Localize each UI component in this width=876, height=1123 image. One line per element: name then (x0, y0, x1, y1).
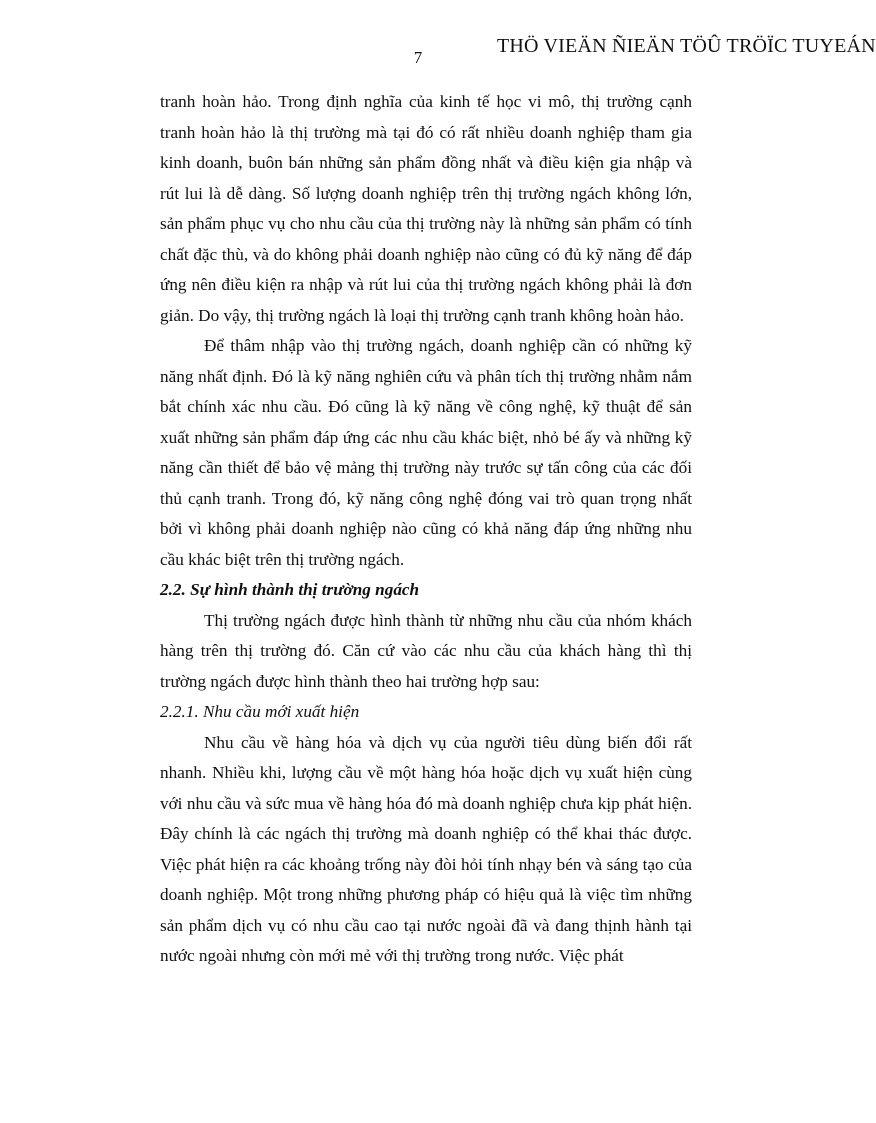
section-heading-2-2: 2.2. Sự hình thành thị trường ngách (160, 580, 420, 599)
paragraph-continuation: tranh hoàn hảo. Trong định nghĩa của kinh tế học vi mô, thị trường cạnh tranh hoàn hảo là thị trường mà tại đó có rất nhiều doanh nghiệp tham gia kinh doanh, buôn bán những sản phẩm đồng nhất và điều kiện gia nhập và rút lui là dễ dàng. Số lượng doanh nghiệp trên thị trường ngách không lớn, sản phẩm phục vụ cho nhu cầu của thị trường này là những sản phẩm có tính chất đặc thù, và do không phải doanh nghiệp nào cũng có đủ kỹ năng để đáp ứng nên điều kiện ra nhập và rút lui của thị trường ngách không phải là đơn giản. Do vậy, thị trường ngách là loại thị trường cạnh tranh không hoàn hảo. (160, 92, 692, 325)
document-header-brand: THÖ VIEÄN ÑIEÄN TÖÛ TRÖÏC TUYEÁN (497, 35, 876, 57)
paragraph-new-demand: Nhu cầu về hàng hóa và dịch vụ của người tiêu dùng biến đổi rất nhanh. Nhiều khi, lượng cầu về một hàng hóa hoặc dịch vụ xuất hiện cùng với nhu cầu và sức mua về hàng hóa đó mà doanh nghiệp chưa kịp phát hiện. Đây chính là các ngách thị trường mà doanh nghiệp có thể khai thác được. Việc phát hiện ra các khoảng trống này đòi hỏi tính nhạy bén và sáng tạo của doanh nghiệp. Một trong những phương pháp có hiệu quả là việc tìm những sản phẩm dịch vụ có nhu cầu cao tại nước ngoài đã và đang thịnh hành tại nước ngoài nhưng còn mới mẻ với thị trường trong nước. Việc phát (160, 732, 692, 965)
paragraph-formation: Thị trường ngách được hình thành từ những nhu cầu của nhóm khách hàng trên thị trường đó. Căn cứ vào các nhu cầu của khách hàng thì thị trường ngách được hình thành theo hai trường hợp sau: (160, 610, 692, 691)
section-heading-2-2-1: 2.2.1. Nhu cầu mới xuất hiện (160, 702, 360, 721)
document-body (160, 87, 692, 972)
page-number: 7 (413, 48, 423, 67)
paragraph-skills: Để thâm nhập vào thị trường ngách, doanh nghiệp cần có những kỹ năng nhất định. Đó là kỹ năng nghiên cứu và phân tích thị trường nhằm nắm bắt chính xác nhu cầu. Đó cũng là kỹ năng về công nghệ, kỹ thuật để sản xuất những sản phẩm đáp ứng các nhu cầu khác biệt, nhỏ bé ấy và những kỹ năng cần thiết để bảo vệ mảng thị trường này trước sự tấn công của các đối thủ cạnh tranh. Trong đó, kỹ năng công nghệ đóng vai trò quan trọng nhất bởi vì không phải doanh nghiệp nào cũng có khả năng đáp ứng những nhu cầu khác biệt trên thị trường ngách. (160, 336, 692, 569)
